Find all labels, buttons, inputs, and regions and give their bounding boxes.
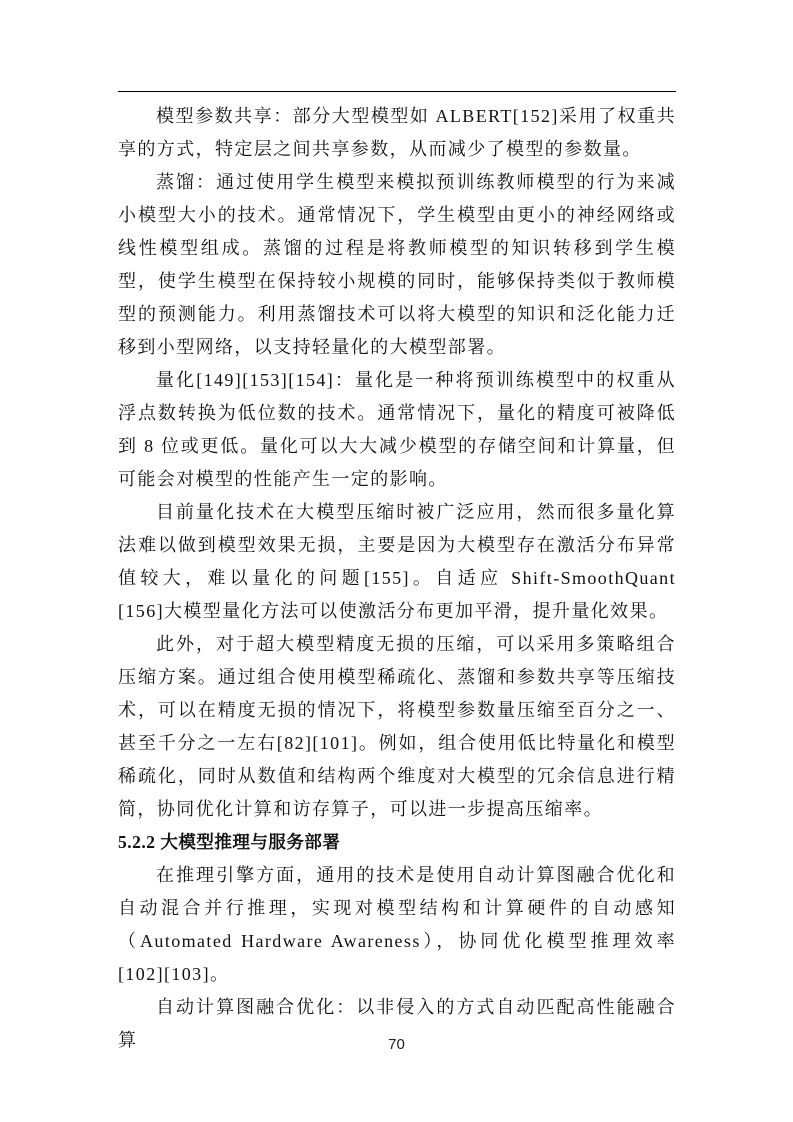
- page-number: 70: [388, 1036, 405, 1053]
- paragraph-graph-fusion: 自动计算图融合优化：以非侵入的方式自动匹配高性能融合算: [118, 997, 676, 1050]
- paragraph-quantization-current: 目前量化技术在大模型压缩时被广泛应用，然而很多量化算法难以做到模型效果无损，主要是因为大模型存在激活分布异常值较大，难以量化的问题[155]。自适应 Shift-SmoothQuant [156]大模型量化方法可以使激活分布更加平滑，提升量化效果。: [118, 502, 676, 621]
- paragraph-multi-strategy-compression: 此外，对于超大模型精度无损的压缩，可以采用多策略组合压缩方案。通过组合使用模型稀疏化、蒸馏和参数共享等压缩技术，可以在精度无损的情况下，将模型参数量压缩至百分之一、甚至千分之一左右[82][101]。例如，组合使用低比特量化和模型稀疏化，同时从数值和结构两个维度对大模型的冗余信息进行精简，协同优化计算和访存算子，可以进一步提高压缩率。: [118, 634, 676, 819]
- section-heading: 5.2.2 大模型推理与服务部署: [118, 832, 341, 852]
- paragraph-parameter-sharing: 模型参数共享：部分大型模型如 ALBERT[152]采用了权重共享的方式，特定层之间共享参数，从而减少了模型的参数量。: [118, 106, 676, 159]
- paragraph-inference-engine: 在推理引擎方面，通用的技术是使用自动计算图融合优化和自动混合并行推理，实现对模型结构和计算硬件的自动感知（Automated Hardware Awareness），协同优化模型推理效率[102][103]。: [118, 865, 676, 984]
- page-body: [118, 100, 676, 1057]
- paragraph-quantization: 量化[149][153][154]：量化是一种将预训练模型中的权重从浮点数转换为低位数的技术。通常情况下，量化的精度可被降低到 8 位或更低。量化可以大大减少模型的存储空间和计算量，但可能会对模型的性能产生一定的影响。: [118, 370, 676, 489]
- header-rule: [118, 91, 676, 92]
- paragraph-distillation: 蒸馏：通过使用学生模型来模拟预训练教师模型的行为来减小模型大小的技术。通常情况下，学生模型由更小的神经网络或线性模型组成。蒸馏的过程是将教师模型的知识转移到学生模型，使学生模型在保持较小规模的同时，能够保持类似于教师模型的预测能力。利用蒸馏技术可以将大模型的知识和泛化能力迁移到小型网络，以支持轻量化的大模型部署。: [118, 172, 676, 357]
